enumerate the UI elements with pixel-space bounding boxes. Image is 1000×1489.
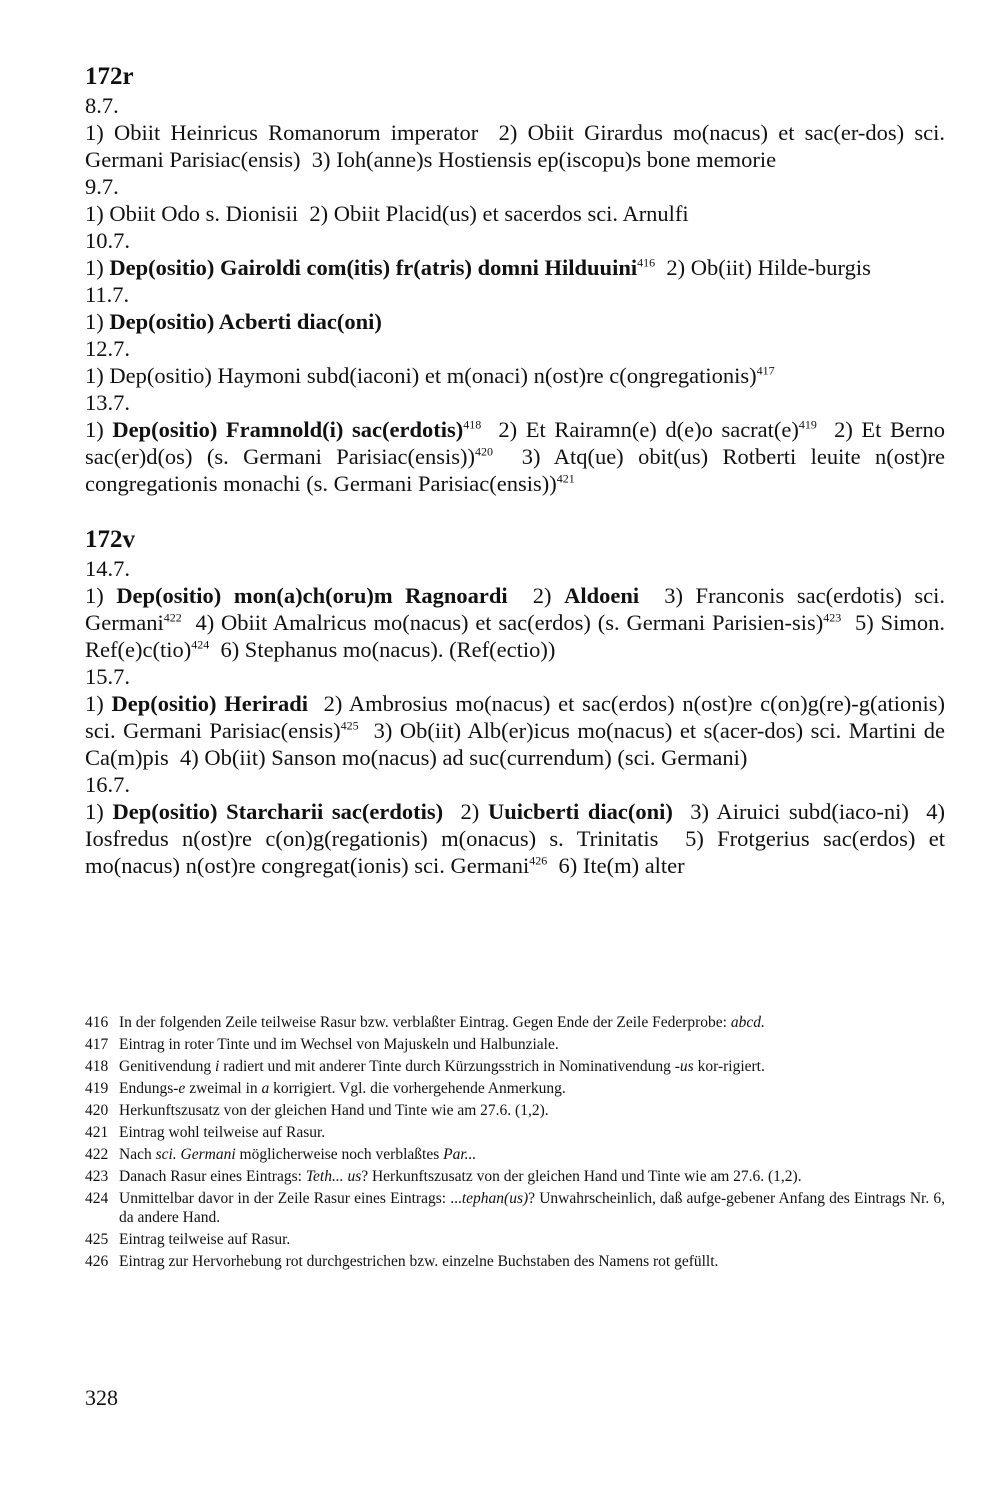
- date-label: 15.7.: [85, 664, 130, 689]
- date-label: 13.7.: [85, 390, 130, 415]
- footnote-number: 416: [85, 1014, 109, 1031]
- section-172v: [85, 525, 945, 879]
- day-entry: [85, 663, 945, 771]
- obituary-entry: 1) Dep(ositio) Heriradi 2) Ambrosius mo(nacus) et sac(erdos) n(ost)re c(on)g(re)-g(ationis) sci. Germani Parisiac(ensis)$^{425}$ 3) Ob(iit) Alb(er)icus mo(nacus) et s(acer-dos) sci. Martini de Ca(m)pis 4) Ob(iit) Sanson mo(nacus) ad suc(currendum) (sci. Germani): [85, 691, 946, 770]
- footnote: [85, 1145, 945, 1164]
- footnote: [85, 1013, 945, 1032]
- footnote-text: Eintrag in roter Tinte und im Wechsel von Majuskeln und Halbunziale.: [119, 1036, 559, 1053]
- footnote: [85, 1230, 945, 1249]
- section-gap: [85, 497, 945, 525]
- day-entry: [85, 92, 945, 173]
- day-entry: [85, 389, 945, 497]
- footnote-number: 425: [85, 1231, 109, 1248]
- footnote: [85, 1167, 945, 1186]
- day-entry: [85, 555, 945, 663]
- main-text: [85, 62, 945, 879]
- day-entry: [85, 173, 945, 227]
- folio-heading: 172v: [85, 526, 135, 553]
- footnote-number: 419: [85, 1080, 109, 1097]
- date-label: 16.7.: [85, 772, 130, 797]
- footnote: [85, 1189, 945, 1227]
- footnote-text: Danach Rasur eines Eintrags: Teth... us? Herkunftszusatz von der gleichen Hand und Tinte wie am 27.6. (1,2).: [119, 1168, 802, 1185]
- date-label: 14.7.: [85, 556, 130, 581]
- day-entry: [85, 335, 945, 389]
- folio-heading: 172r: [85, 63, 134, 90]
- footnote: [85, 1057, 945, 1076]
- obituary-entry: 1) Obiit Odo s. Dionisii 2) Obiit Placid(us) et sacerdos sci. Arnulfi: [85, 201, 689, 226]
- footnote-number: 417: [85, 1036, 109, 1053]
- footnote-text: Eintrag teilweise auf Rasur.: [119, 1231, 291, 1248]
- day-entry: [85, 771, 945, 879]
- footnote: [85, 1101, 945, 1120]
- footnote-number: 426: [85, 1253, 109, 1270]
- page-number: 328: [85, 1385, 118, 1410]
- date-label: 8.7.: [85, 93, 119, 118]
- footnote-number: 422: [85, 1146, 109, 1163]
- footnote-text: Endungs-e zweimal in a korrigiert. Vgl. die vorhergehende Anmerkung.: [119, 1080, 566, 1097]
- date-label: 12.7.: [85, 336, 130, 361]
- obituary-entry: 1) Dep(ositio) Gairoldi com(itis) fr(atris) domni Hilduuini$^{416}$ 2) Ob(iit) Hilde-burgis: [85, 255, 871, 280]
- footnote-text: Eintrag wohl teilweise auf Rasur.: [119, 1124, 326, 1141]
- footnote: [85, 1252, 945, 1271]
- obituary-entry: 1) Dep(ositio) Framnold(i) sac(erdotis)$^{418}$ 2) Et Rairamn(e) d(e)o $sacrat(e)^{419}$ 2) Et Berno sac(er)d(os) (s. Germani Parisiac(ensis))$^{420}$ 3) Atq(ue) obit(us) Rotberti leuite n(ost)re congregationis monachi (s. Germani Parisiac(ensis))$^{421}$: [85, 417, 946, 496]
- day-entry: [85, 281, 945, 335]
- footnote: [85, 1123, 945, 1142]
- footnote-number: 420: [85, 1102, 109, 1119]
- obituary-entry: 1) Obiit Heinricus Romanorum imperator 2) Obiit Girardus mo(nacus) et sac(er-dos) sci. Germani Parisiac(ensis) 3) Ioh(anne)s Hostiensis ep(iscopu)s bone memorie: [85, 120, 945, 172]
- footnote-text: In der folgenden Zeile teilweise Rasur bzw. verblaßter Eintrag. Gegen Ende der Zeile Federprobe: abcd.: [119, 1014, 765, 1031]
- footnote-number: 423: [85, 1168, 109, 1185]
- footnote: [85, 1035, 945, 1054]
- footnote-number: 424: [85, 1190, 109, 1207]
- obituary-entry: 1) Dep(ositio) Acberti diac(oni): [85, 309, 382, 334]
- footnote-text: Genitivendung i radiert und mit anderer Tinte durch Kürzungsstrich in Nominativendung -us kor-rigiert.: [119, 1058, 765, 1075]
- footnotes: [85, 1013, 945, 1274]
- footnote: [85, 1079, 945, 1098]
- date-label: 10.7.: [85, 228, 130, 253]
- footnote-number: 421: [85, 1124, 109, 1141]
- footnote-text: Eintrag zur Hervorhebung rot durchgestrichen bzw. einzelne Buchstaben des Namens rot gefüllt.: [119, 1253, 719, 1270]
- obituary-entry: 1) Dep(ositio) Starcharii sac(erdotis) 2) Uuicberti diac(oni) 3) Airuici subd(iaco-ni) 4) Iosfredus n(ost)re c(on)g(regationis) m(onacus) s. Trinitatis 5) Frotgerius sac(erdos) et mo(nacus) n(ost)re congregat(ionis) sci. Germani$^{426}$ 6) Ite(m) alter: [85, 799, 946, 878]
- date-label: 11.7.: [85, 282, 130, 307]
- obituary-entry: 1) Dep(ositio) mon(a)ch(oru)m Ragnoardi 2) Aldoeni 3) Franconis sac(erdotis) sci. Germani$^{422}$ 4) Obiit Amalricus mo(nacus) et sac(erdos) (s. Germani Parisien-sis)$^{423}$ 5) Simon. Ref(e)c(tio)$^{424}$ 6) Stephanus mo(nacus). (Ref(ectio)): [85, 583, 945, 662]
- footnote-text: Nach sci. Germani möglicherweise noch verblaßtes Par...: [119, 1146, 477, 1163]
- date-label: 9.7.: [85, 174, 119, 199]
- footnote-number: 418: [85, 1058, 109, 1075]
- footnote-text: Herkunftszusatz von der gleichen Hand und Tinte wie am 27.6. (1,2).: [119, 1102, 549, 1119]
- obituary-entry: 1) Dep(ositio) Haymoni subd(iaconi) et m(onaci) n(ost)re c(ongregationis)$^{417}$: [85, 363, 775, 388]
- section-172r: [85, 62, 945, 497]
- footnote-text: Unmittelbar davor in der Zeile Rasur eines Eintrags: ...tephan(us)? Unwahrscheinlich, daß aufge-gebener Anfang des Eintrags Nr. 6, da andere Hand.: [119, 1190, 945, 1226]
- day-entry: [85, 227, 945, 281]
